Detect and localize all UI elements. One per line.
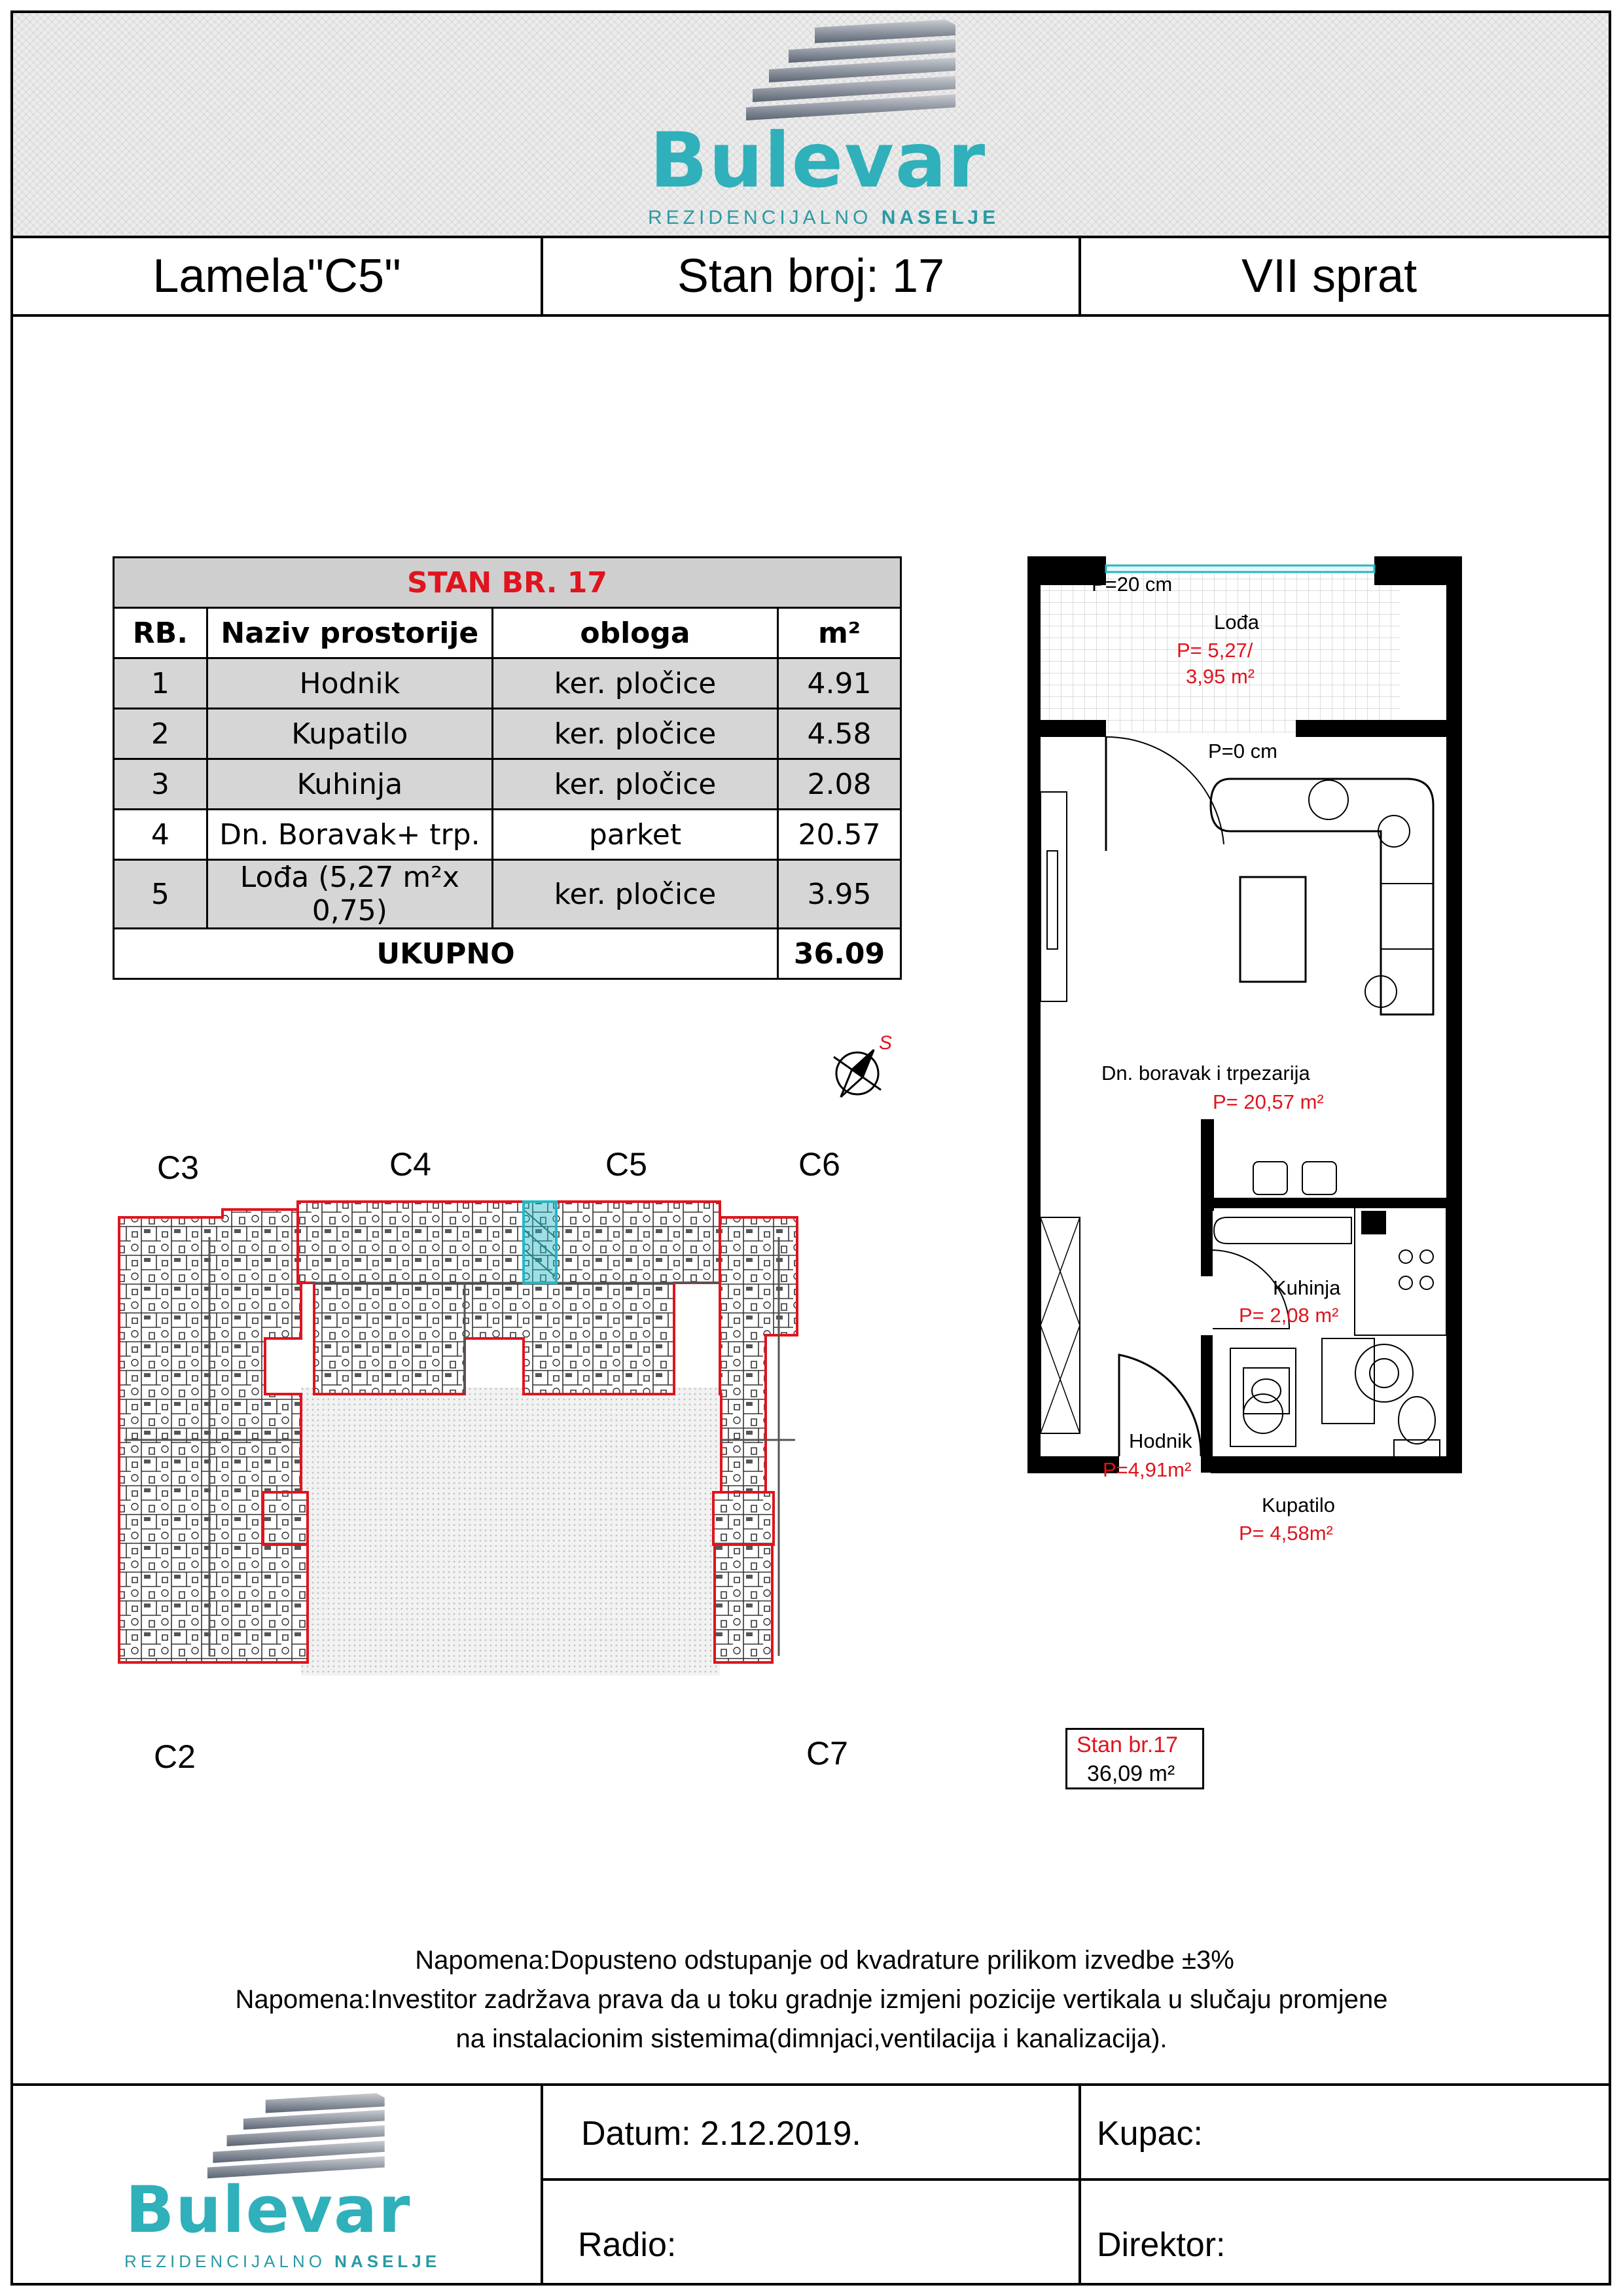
brand-subtitle [648, 207, 1000, 229]
table-row [114, 658, 901, 709]
table-title: STAN BR. 17 [114, 558, 901, 608]
brand-subtitle-bold: NASELJE [881, 207, 1000, 228]
footer-logo [124, 2091, 441, 2281]
table-cell: 3.95 [778, 860, 901, 929]
kitchen-label: Kuhinja [1273, 1276, 1341, 1299]
lamela-label-c2: C2 [154, 1738, 196, 1775]
table-cell: 20.57 [778, 810, 901, 860]
footer-divider-mid [1079, 2083, 1081, 2283]
apartment-number-heading: Stan broj: 17 [677, 250, 945, 302]
compass-label: S [879, 1032, 893, 1054]
date-field: Datum: 2.12.2019. [581, 2115, 861, 2153]
table-cell: 4.91 [778, 658, 901, 709]
buyer-field: Kupac: [1097, 2115, 1203, 2153]
compass-icon [821, 1031, 900, 1109]
table-cell: Hodnik [207, 658, 492, 709]
lamela-label-c3: C3 [157, 1149, 199, 1186]
table-cell: Dn. Boravak+ trp. [207, 810, 492, 860]
top-logo [648, 20, 1000, 236]
loggia-area-label: P= 5,27/ [1177, 639, 1253, 662]
column-header: m² [778, 608, 901, 658]
building-logo-icon [648, 20, 988, 131]
table-cell: 3 [114, 759, 207, 810]
site-plan [111, 1198, 910, 1721]
column-header: obloga [492, 608, 777, 658]
table-row [114, 709, 901, 759]
brand-subtitle [124, 2251, 441, 2272]
table-cell: 5 [114, 860, 207, 929]
hall-label: Hodnik [1129, 1429, 1192, 1452]
note-line: Napomena:Investitor zadržava prava da u toku gradnje izmjeni pozicije vertikala u slučaju promjene [235, 1985, 1388, 2014]
table-cell: ker. pločice [492, 709, 777, 759]
table-cell: parket [492, 810, 777, 860]
hall-area-label: P=4,91m² [1103, 1458, 1192, 1481]
total-label: UKUPNO [114, 929, 778, 979]
loggia-dim-label: P=20 cm [1092, 573, 1173, 596]
footer-top-line [10, 2083, 1611, 2086]
column-header: RB. [114, 608, 207, 658]
footer-divider-logo [541, 2083, 543, 2283]
made-by-field: Radio: [578, 2226, 677, 2264]
living-room-label: Dn. boravak i trpezarija [1101, 1062, 1310, 1085]
note-line: na instalacionim sistemima(dimnjaci,ventilacija i kanalizacija). [455, 2024, 1168, 2053]
table-cell: ker. pločice [492, 658, 777, 709]
brand-subtitle-light: REZIDENCIJALNO [648, 207, 872, 228]
table-row [114, 860, 901, 929]
courtyard [301, 1388, 720, 1676]
header-bottom-line [10, 314, 1611, 317]
table-cell: ker. pločice [492, 759, 777, 810]
loggia-label: Lođa [1214, 611, 1259, 634]
bathroom-label: Kupatilo [1262, 1494, 1336, 1516]
table-row [114, 810, 901, 860]
footer-middle-line [541, 2178, 1611, 2181]
table-cell: Kupatilo [207, 709, 492, 759]
lamela-label-c7: C7 [806, 1735, 848, 1772]
brand-subtitle-bold: NASELJE [334, 2251, 441, 2271]
table-cell: Lođa (5,27 m²x 0,75) [207, 860, 492, 929]
table-cell: Kuhinja [207, 759, 492, 810]
table-cell: 4 [114, 810, 207, 860]
bathroom-area-label: P= 4,58m² [1239, 1522, 1333, 1545]
table-cell: 4.58 [778, 709, 901, 759]
lamela-heading: Lamela"C5" [152, 250, 401, 302]
brand-name: Bulevar [125, 2173, 412, 2248]
table-cell: ker. pločice [492, 860, 777, 929]
table-cell: 2.08 [778, 759, 901, 810]
floor-heading: VII sprat [1241, 250, 1418, 302]
room-table [113, 556, 902, 980]
table-row [114, 759, 901, 810]
director-field: Direktor: [1097, 2226, 1226, 2264]
loggia-area2-label: 3,95 m² [1186, 665, 1255, 688]
total-value: 36.09 [778, 929, 901, 979]
brand-subtitle-light: REZIDENCIJALNO [124, 2251, 326, 2271]
stamp-title: Stan br.17 [1077, 1732, 1179, 1757]
lamela-label-c5: C5 [605, 1146, 647, 1183]
apartment-stamp [1065, 1728, 1204, 1789]
living-room-area-label: P= 20,57 m² [1213, 1090, 1324, 1113]
brand-name: Bulevar [649, 117, 987, 205]
table-cell: 1 [114, 658, 207, 709]
lamela-label-c6: C6 [798, 1146, 840, 1183]
stamp-area: 36,09 m² [1087, 1761, 1175, 1786]
note-line: Napomena:Dopusteno odstupanje od kvadrature prilikom izvedbe ±3% [415, 1946, 1234, 1975]
door-dim-label: P=0 cm [1208, 740, 1277, 762]
table-cell: 2 [114, 709, 207, 759]
notes [0, 1941, 1623, 2058]
kitchen-area-label: P= 2,08 m² [1239, 1304, 1339, 1327]
table-total-row [114, 929, 901, 979]
column-header: Naziv prostorije [207, 608, 492, 658]
lamela-label-c4: C4 [389, 1146, 431, 1183]
